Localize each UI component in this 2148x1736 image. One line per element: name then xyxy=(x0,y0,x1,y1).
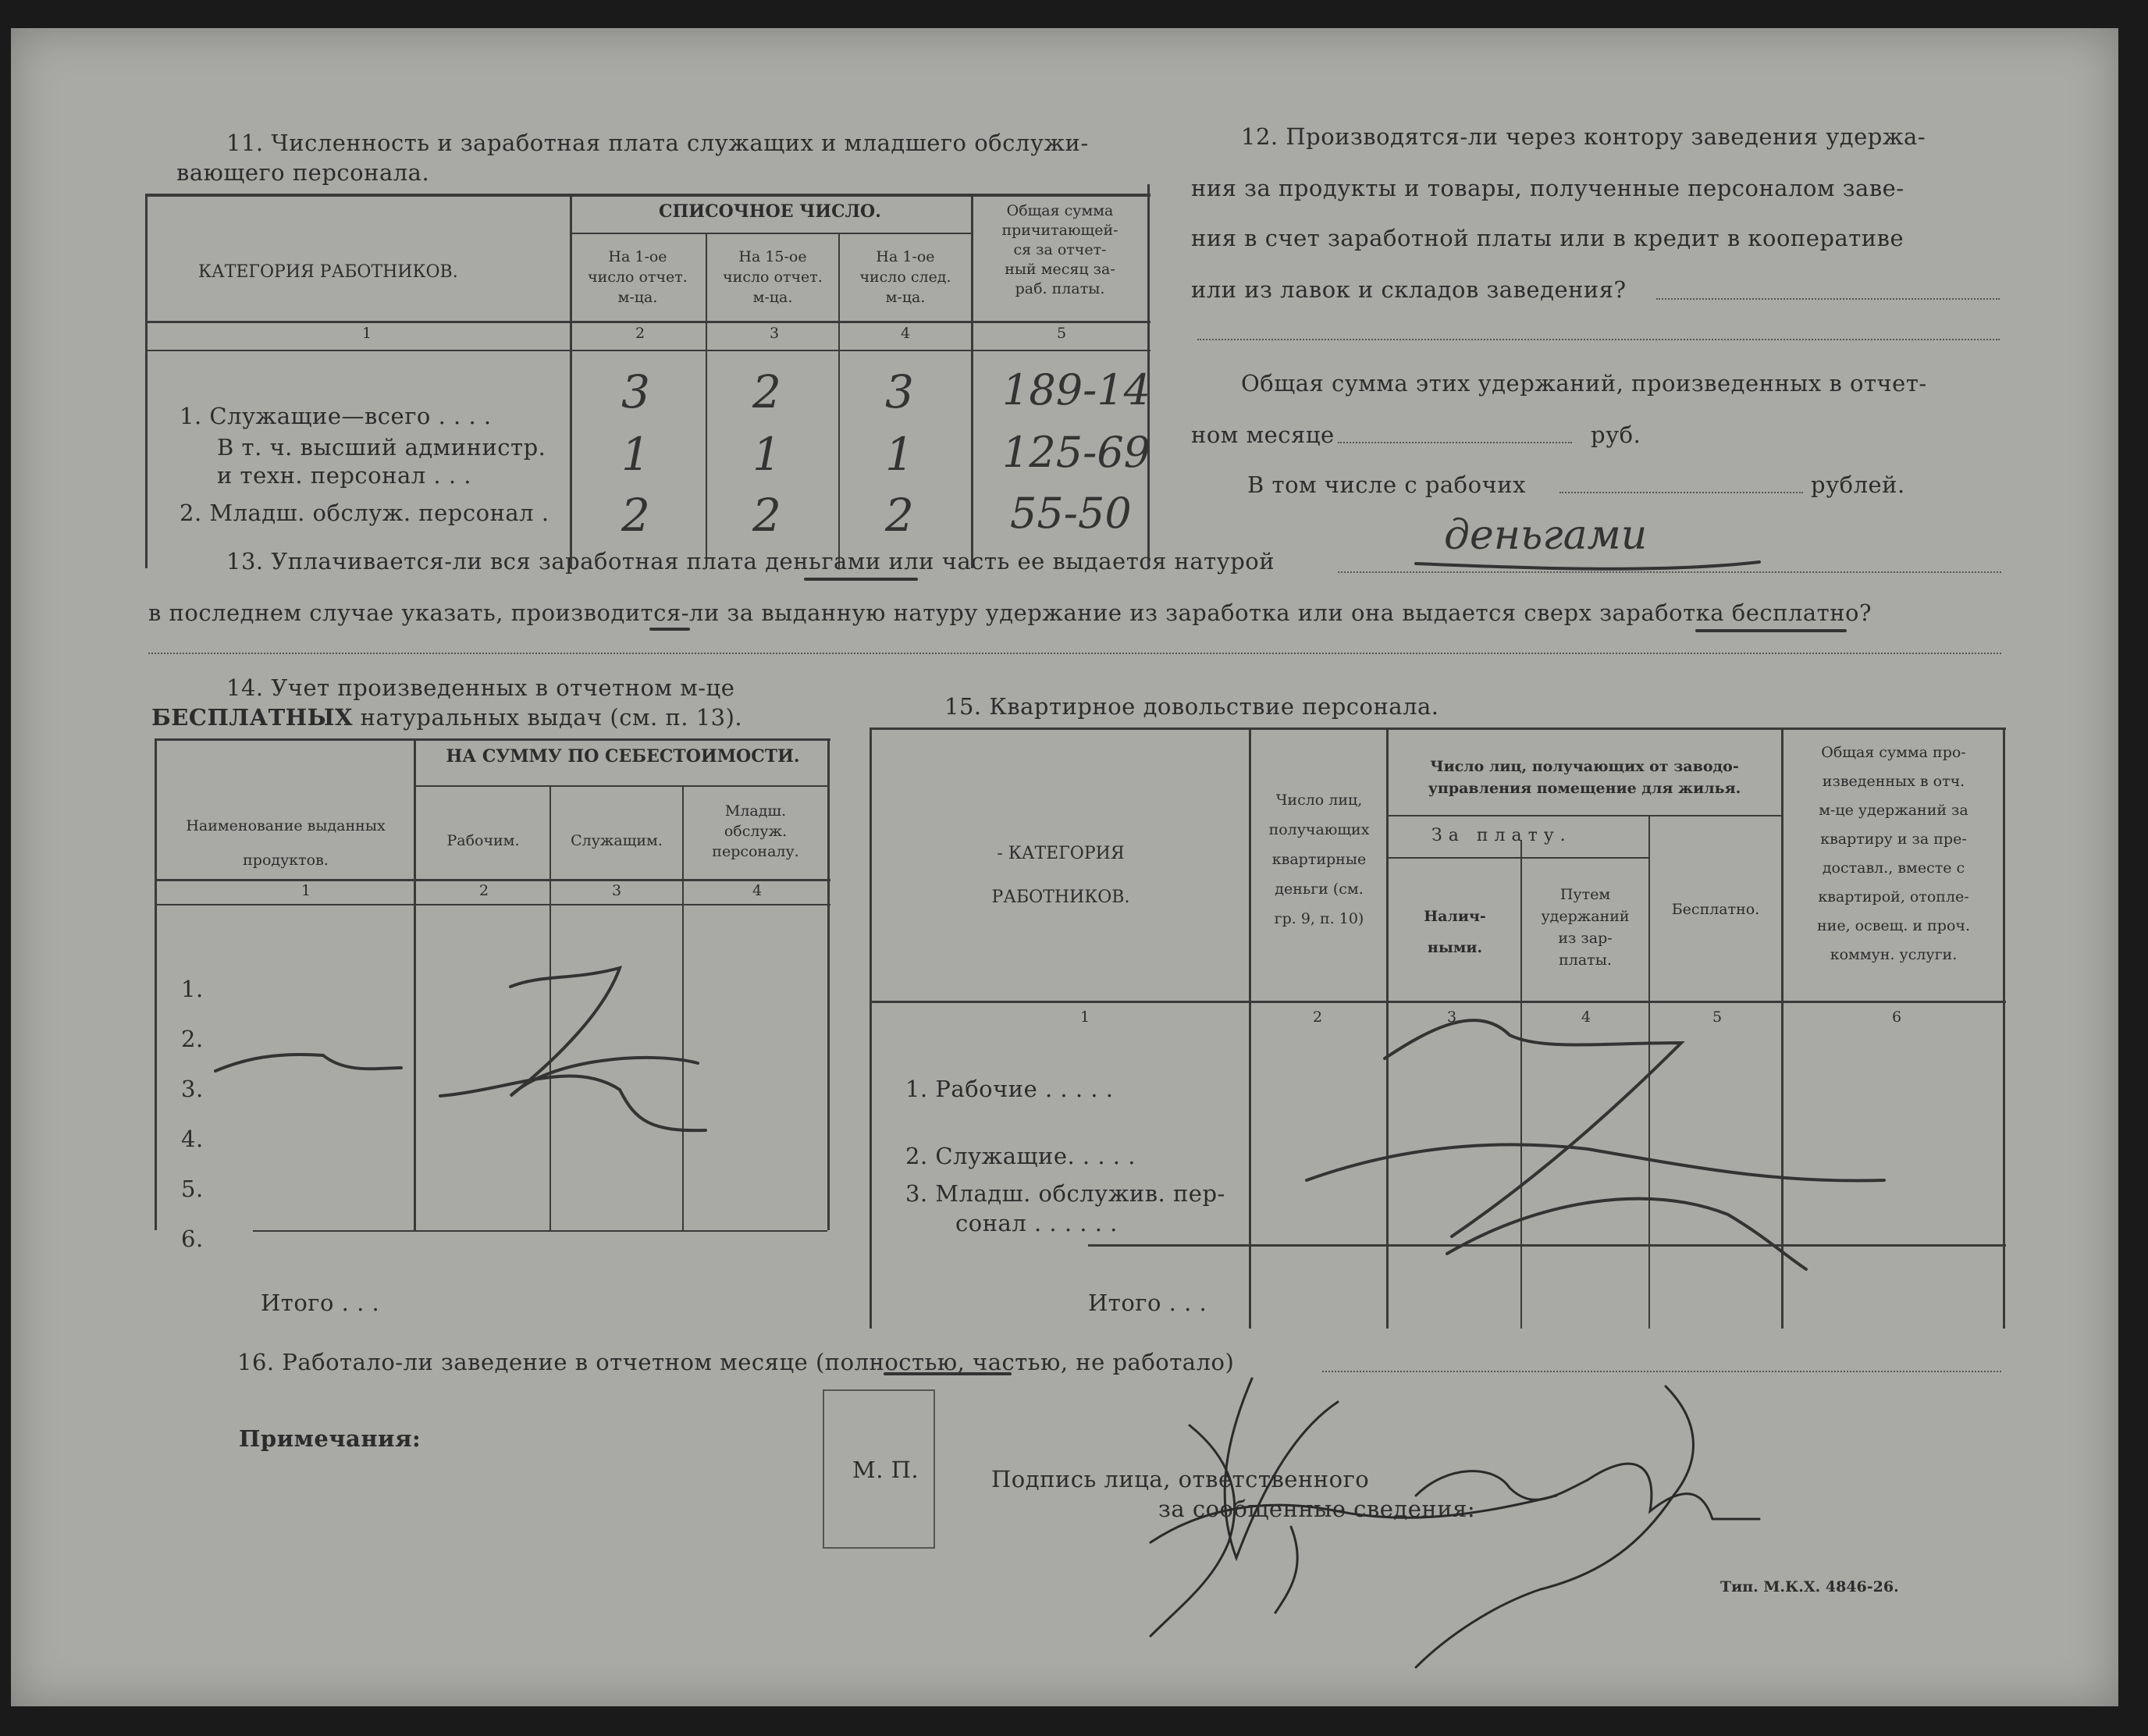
s15-row-junior-a: 3. Младш. обслужив. пер- xyxy=(905,1180,1225,1207)
s15-h-money: Число лиц, получающих квартирные деньги (см. гр. 9, п. 10) xyxy=(1268,792,1370,927)
s12-line-7a: В том числе с рабочих xyxy=(1247,471,1526,498)
s14-h-employees: Служащим. xyxy=(571,832,663,849)
s15-h-category: - КАТЕГОРИЯ РАБОТНИКОВ. xyxy=(991,844,1130,907)
s14-colnum-2: 2 xyxy=(479,882,489,899)
s12-line-4: или из лавок и складов заведения? xyxy=(1191,276,1627,303)
s15-total: Итого . . . xyxy=(1088,1290,1207,1316)
s11-colnum-5: 5 xyxy=(1057,325,1067,342)
s11-r2-c2: 1 xyxy=(621,428,650,481)
s14-row-2: 2. xyxy=(181,1026,204,1052)
s15-h-deduct: Путем удержаний из зар- платы. xyxy=(1541,886,1630,969)
s13-answer-underline xyxy=(1416,562,1759,569)
s11-r2-c3: 1 xyxy=(752,428,781,481)
s15-colnum-2: 2 xyxy=(1313,1009,1323,1026)
s12-line-5: Общая сумма этих удержаний, произведенных в отчет- xyxy=(1241,370,1927,397)
signature-strokes xyxy=(1150,1378,1759,1667)
s12-line-1: 12. Производятся-ли через контору заведения удержа- xyxy=(1241,123,1926,150)
s14-h-name: Наименование выданных продуктов. xyxy=(186,817,386,869)
s14-row-3: 3. xyxy=(181,1076,204,1102)
s15-h-cash: Налич- ными. xyxy=(1424,908,1486,956)
s14-row-6: 6. xyxy=(181,1226,204,1252)
s11-row-admin-b: и техн. персонал . . . xyxy=(217,462,471,489)
s14-z-tail xyxy=(440,1076,706,1131)
printer-mark: Тип. М.К.Х. 4846-26. xyxy=(1720,1578,1899,1595)
s11-r3-c3: 2 xyxy=(752,489,781,542)
s11-h-list: СПИСОЧНОЕ ЧИСЛО. xyxy=(659,201,881,222)
s14-dash-row3 xyxy=(215,1055,401,1071)
s11-row-admin-a: В т. ч. высший администр. xyxy=(217,434,546,461)
s15-h-free: Бесплатно. xyxy=(1671,901,1760,918)
s11-r1-c4: 3 xyxy=(885,365,914,418)
s14-row-4: 4. xyxy=(181,1126,204,1152)
s12-line-6b: руб. xyxy=(1591,422,1641,448)
s14-row-1: 1. xyxy=(181,976,204,1002)
s14-title-1: 14. Учет произведенных в отчетном м-це xyxy=(226,674,735,701)
s11-h-c3: На 15-ое число отчет. м-ца. xyxy=(723,248,823,306)
s15-title: 15. Квартирное довольствие персонала. xyxy=(944,693,1439,720)
s11-h-category: КАТЕГОРИЯ РАБОТНИКОВ. xyxy=(198,262,458,282)
s15-z-stroke-3 xyxy=(1447,1199,1806,1269)
s14-h-workers: Рабочим. xyxy=(446,832,520,849)
s15-h-paid: За плату. xyxy=(1431,826,1572,845)
s11-r2-c5: 125-69 xyxy=(1002,428,1151,477)
s15-row-junior-b: сонал . . . . . . xyxy=(955,1210,1118,1236)
s14-h-sum: НА СУММУ ПО СЕБЕСТОИМОСТИ. xyxy=(446,746,800,767)
s11-row-junior: 2. Младш. обслуж. персонал . xyxy=(180,500,549,526)
s15-z-stroke-1 xyxy=(1385,1020,1681,1236)
s11-h-c2: На 1-ое число отчет. м-ца. xyxy=(588,248,688,306)
s13-line-2: в последнем случае указать, производится-ли за выданную натуру удержание из заработка или она выдается сверх заработка бесплатно? xyxy=(148,599,1872,626)
s14-total: Итого . . . xyxy=(261,1290,380,1316)
s14-row-5: 5. xyxy=(181,1176,204,1202)
s11-colnum-3: 3 xyxy=(770,325,780,342)
s11-h-c4: На 1-ое число след. м-ца. xyxy=(859,248,951,306)
s16-notes: Примечания: xyxy=(239,1425,421,1452)
s15-z-stroke-2 xyxy=(1307,1144,1884,1180)
s11-h-c5: Общая сумма причитающей- ся за отчет- ный месяц за- раб. платы. xyxy=(1001,202,1118,297)
s12-line-2: ния за продукты и товары, полученные персоналом заве- xyxy=(1191,175,1904,201)
s11-r1-c5: 189-14 xyxy=(1002,365,1151,414)
s15-h-total-sum: Общая сумма про- изведенных в отч. м-це удержаний за квартиру и за пре- доставл., вместе с квартирой, отопле- ние, освещ. и проч. коммун. услуги. xyxy=(1817,744,1970,963)
s11-colnum-2: 2 xyxy=(635,325,645,342)
s11-r1-c2: 3 xyxy=(621,365,650,418)
s14-colnum-1: 1 xyxy=(301,882,311,899)
signature-label-1: Подпись лица, ответственного xyxy=(991,1466,1370,1492)
s15-h-group: Число лиц, получающих от заводо- управления помещение для жилья. xyxy=(1428,758,1741,797)
s12-line-3: ния в счет заработной платы или в кредит в кооперативе xyxy=(1191,225,1904,251)
s11-title-2: вающего персонала. xyxy=(176,159,430,186)
signature-label-2: за сообщенные сведения: xyxy=(1158,1496,1476,1522)
s15-colnum-3: 3 xyxy=(1447,1009,1457,1026)
s11-r2-c4: 1 xyxy=(885,428,914,481)
s11-colnum-1: 1 xyxy=(362,325,372,342)
s15-colnum-1: 1 xyxy=(1080,1009,1090,1026)
s11-r3-c4: 2 xyxy=(885,489,914,542)
s12-line-6a: ном месяце xyxy=(1191,422,1335,448)
s16-line: 16. Работало-ли заведение в отчетном месяце (полностью, частью, не работало) xyxy=(237,1349,1235,1375)
handwriting-overlay xyxy=(11,28,2118,1706)
s11-r3-c2: 2 xyxy=(621,489,650,542)
s13-answer: деньгами xyxy=(1444,512,1648,559)
form-sheet xyxy=(11,28,2118,1706)
seal-label: М. П. xyxy=(852,1457,919,1483)
s14-colnum-4: 4 xyxy=(752,882,763,899)
s13-line-1: 13. Уплачивается-ли вся заработная плата деньгами или часть ее выдается натурой xyxy=(226,548,1275,575)
s11-r1-c3: 2 xyxy=(752,365,781,418)
s15-colnum-5: 5 xyxy=(1712,1009,1723,1026)
s14-colnum-3: 3 xyxy=(612,882,622,899)
s14-title-free: БЕСПЛАТНЫХ xyxy=(151,704,353,731)
s15-colnum-4: 4 xyxy=(1581,1009,1591,1026)
s14-h-junior: Младш. обслуж. персоналу. xyxy=(712,802,799,860)
s11-colnum-4: 4 xyxy=(901,325,911,342)
s11-row-employees: 1. Служащие—всего . . . . xyxy=(180,403,492,429)
s11-title-1: 11. Численность и заработная плата служащих и младшего обслужи- xyxy=(226,130,1089,156)
s15-row-employees: 2. Служащие. . . . . xyxy=(905,1143,1136,1169)
s14-title-rest: натуральных выдач (см. п. 13). xyxy=(360,704,743,731)
s11-r3-c5: 55-50 xyxy=(1010,489,1132,538)
s12-line-7b: рублей. xyxy=(1811,471,1905,498)
s15-colnum-6: 6 xyxy=(1892,1009,1902,1026)
s14-z-stroke xyxy=(510,968,698,1096)
s15-row-workers: 1. Рабочие . . . . . xyxy=(905,1076,1114,1102)
